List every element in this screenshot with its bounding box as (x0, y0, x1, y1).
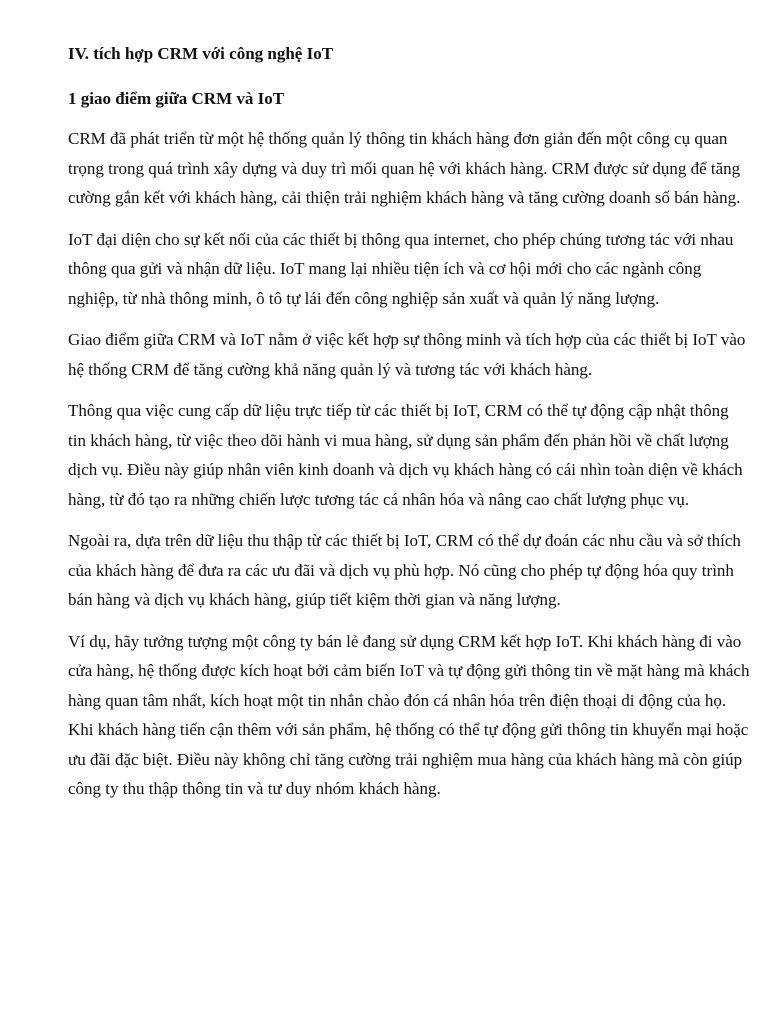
paragraph: Thông qua việc cung cấp dữ liệu trực tiếp từ các thiết bị IoT, CRM có thể tự động cập nhật thông tin khách hàng, từ việc theo dõi hành vi mua hàng, sử dụng sản phẩm đến phản hồi về chất lượng dịch vụ. Điều này giúp nhân viên kinh doanh và dịch vụ khách hàng có cái nhìn toàn diện về khách hàng, từ đó tạo ra những chiến lược tương tác cá nhân hóa và nâng cao chất lượng phục vụ. (68, 401, 743, 509)
paragraph: Ví dụ, hãy tưởng tượng một công ty bán lẻ đang sử dụng CRM kết hợp IoT. Khi khách hàng đi vào cửa hàng, hệ thống được kích hoạt bởi cảm biến IoT và tự động gửi thông tin về mặt hàng mà khách hàng quan tâm nhất, kích hoạt một tin nhắn chào đón cá nhân hóa trên điện thoại di động của họ. Khi khách hàng tiến cận thêm với sản phẩm, hệ thống có thể tự động gửi thông tin khuyến mại hoặc ưu đãi đặc biệt. Điều này không chỉ tăng cường trải nghiệm mua hàng của khách hàng mà còn giúp công ty thu thập thông tin và tư duy nhóm khách hàng. (68, 631, 750, 798)
paragraph: Ngoài ra, dựa trên dữ liệu thu thập từ các thiết bị IoT, CRM có thể dự đoán các nhu cầu và sở thích của khách hàng để đưa ra các ưu đãi và dịch vụ phù hợp. Nó cũng cho phép tự động hóa quy trình bán hàng và dịch vụ khách hàng, giúp tiết kiệm thời gian và năng lượng. (68, 531, 741, 609)
section-title: IV. tích hợp CRM với công nghệ IoT (68, 44, 334, 63)
subsection-title: 1 giao điểm giữa CRM và IoT (68, 89, 285, 108)
document-page (68, 40, 750, 816)
paragraph: CRM đã phát triển từ một hệ thống quản lý thông tin khách hàng đơn giản đến một công cụ quan trọng trong quá trình xây dựng và duy trì mối quan hệ với khách hàng. CRM được sử dụng để tăng cường gắn kết với khách hàng, cải thiện trải nghiệm khách hàng và tăng cường doanh số bán hàng. (68, 129, 741, 207)
paragraph: IoT đại diện cho sự kết nối của các thiết bị thông qua internet, cho phép chúng tương tác với nhau thông qua gửi và nhận dữ liệu. IoT mang lại nhiều tiện ích và cơ hội mới cho các ngành công nghiệp, từ nhà thông minh, ô tô tự lái đến công nghiệp sản xuất và quản lý năng lượng. (68, 229, 734, 308)
paragraph: Giao điểm giữa CRM và IoT nằm ở việc kết hợp sự thông minh và tích hợp của các thiết bị IoT vào hệ thống CRM để tăng cường khả năng quản lý và tương tác với khách hàng. (68, 330, 746, 379)
